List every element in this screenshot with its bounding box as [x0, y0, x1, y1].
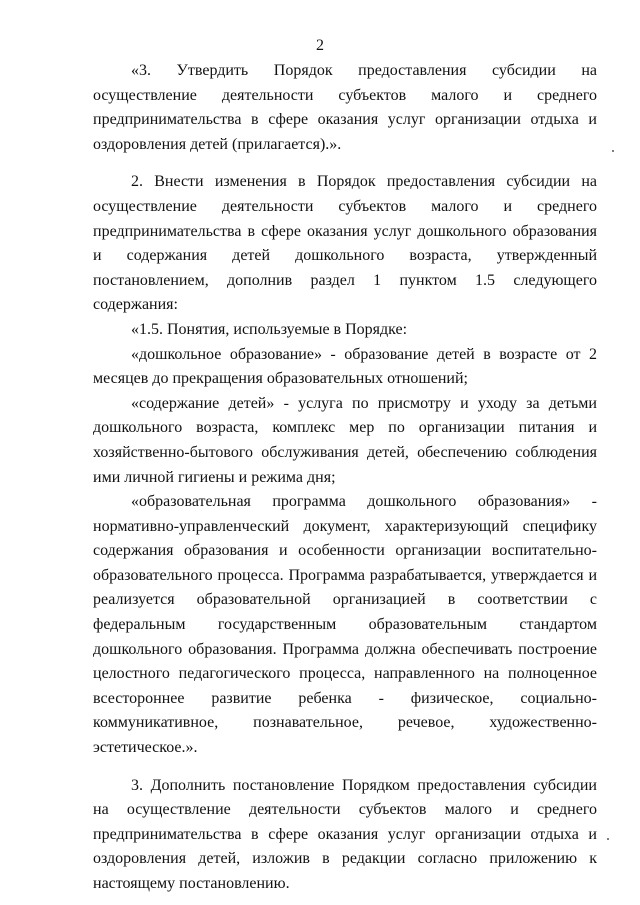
- paragraph-definitions-heading: «1.5. Понятия, используемые в Порядке:: [131, 320, 408, 338]
- paragraph-amend-procedure: 2. Внести изменения в Порядок предоставления субсидии на осуществление деятельности субъектов малого и среднего предпринимательства в сфере оказания услуг дошкольного образования и содержания детей дошкольного возраста, утвержденный постановлением, дополнив раздел 1 пунктом 1.5 следующего содержания:: [93, 173, 597, 314]
- paragraph-definition-preschool-education: «дошкольное образование» - образование детей в возрасте от 2 месяцев до прекращения образовательных отношений;: [93, 345, 597, 388]
- paragraph-approve-procedure: «3. Утвердить Порядок предоставления субсидии на осуществление деятельности субъектов малого и среднего предпринимательства в сфере оказания услуг организации отдыха и оздоровления детей (прилагается).».: [93, 62, 597, 153]
- paragraph-supplement-resolution: 3. Дополнить постановление Порядком предоставления субсидии на осуществление деятельности субъектов малого и среднего предпринимательства в сфере оказания услуг организации отдыха и оздоровления детей, изложив в редакции согласно приложению к настоящему постановлению.: [93, 776, 597, 892]
- scan-speck: [612, 150, 614, 152]
- scan-speck: [607, 838, 609, 840]
- page-number: 2: [316, 37, 324, 54]
- paragraph-definition-education-program: «образовательная программа дошкольного образования» - нормативно-управленческий документ, характеризующий специфику содержания образования и особенности организации воспитательно-образовательного процесса. Программа разрабатывается, утверждается и реализуется образовательной организацией в соответствии с федеральным государственным образовательным стандартом дошкольного образования. Программа должна обеспечивать построение целостного педагогического процесса, направленного на полноценное всестороннее развитие ребенка - физическое, социально-коммуникативное, познавательное, речевое, художественно-эстетическое.».: [93, 493, 597, 757]
- paragraph-definition-child-care: «содержание детей» - услуга по присмотру и уходу за детьми дошкольного возраста, комплекс мер по организации питания и хозяйственно-бытового обслуживания детей, обеспечению соблюдения ими личной гигиены и режима дня;: [93, 394, 597, 486]
- document-body: [93, 59, 597, 897]
